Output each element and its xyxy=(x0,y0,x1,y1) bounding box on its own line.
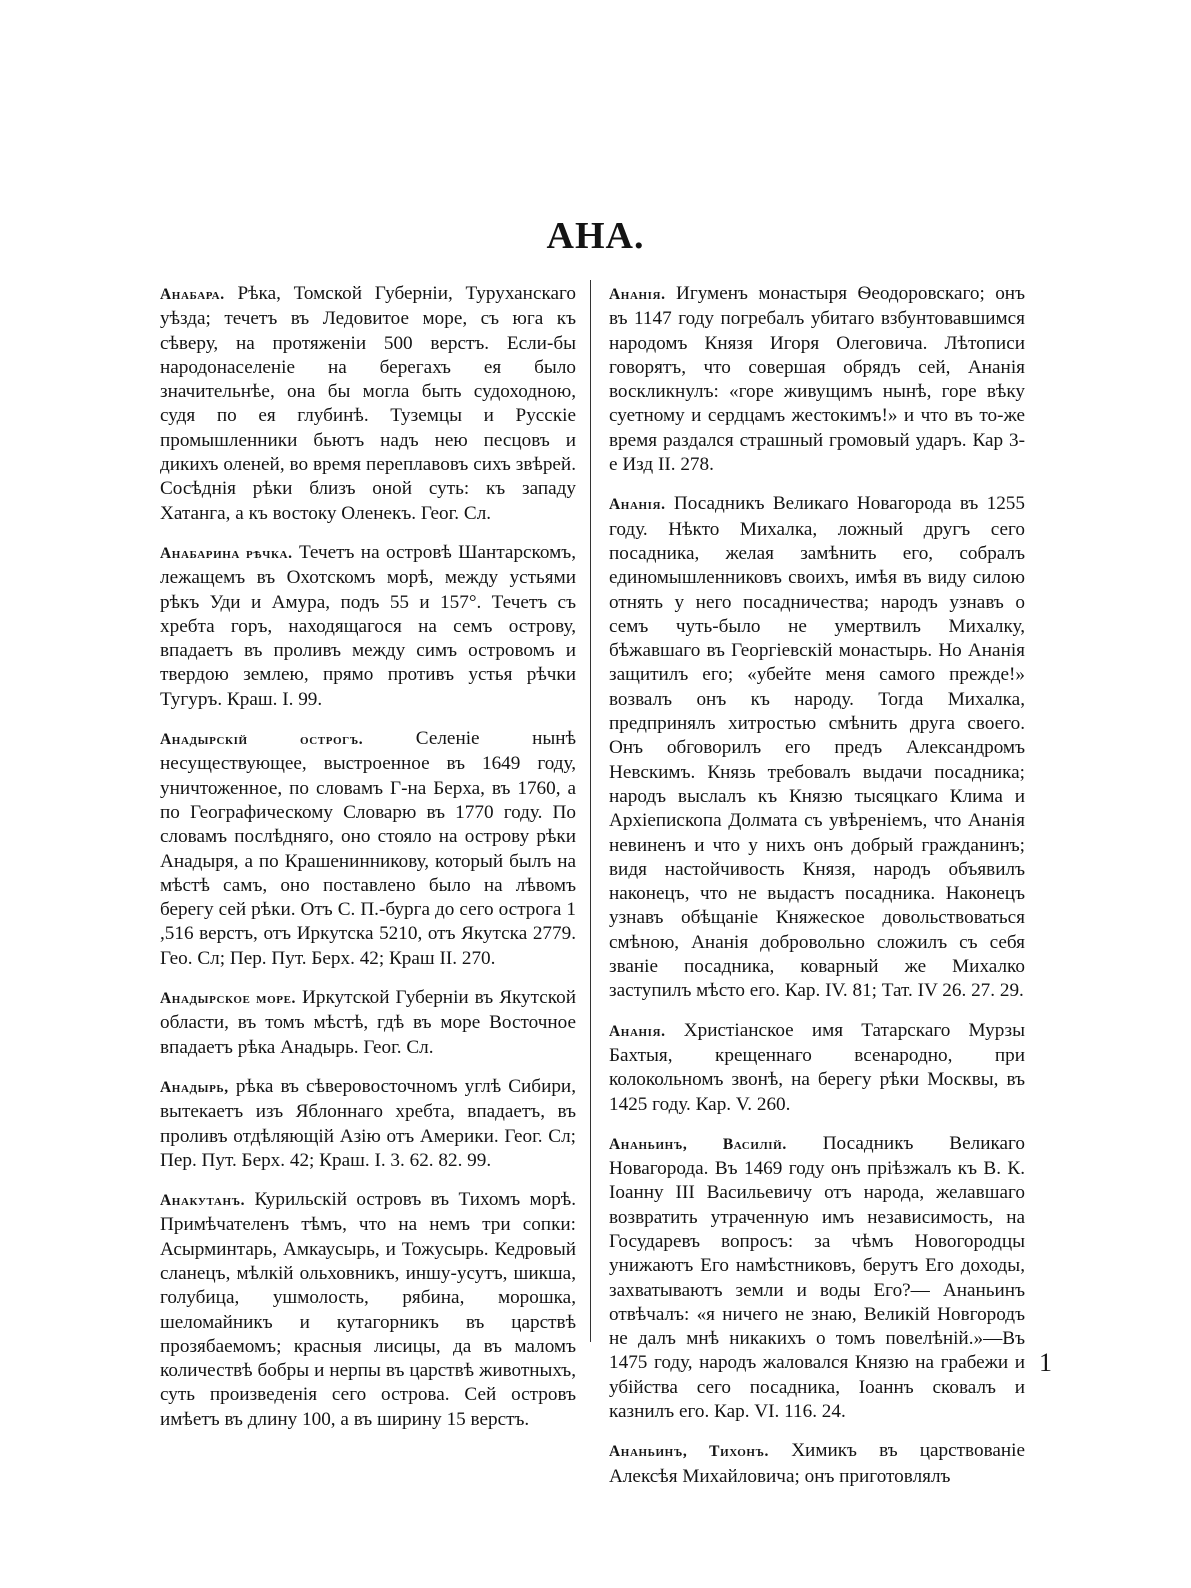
entry-text: Химикъ въ царствованіе Алексѣя Михайловича; онъ приготовлялъ xyxy=(609,1440,1026,1487)
entry-text: Течетъ на островѣ Шантарскомъ, лежащемъ въ Охотскомъ морѣ, между устьями рѣкъ Уди и Амура, подъ 55 и 157°. Течетъ съ хребта горъ, находящагося на семъ острову, впадаетъ въ проливъ между симъ островомъ и твердою землею, прямо противъ устья рѣчки Тугуръ. Краш. I. 99. xyxy=(160,541,576,710)
dictionary-entry xyxy=(609,1019,1025,1117)
entry-text: Рѣка, Томской Губерніи, Туруханскаго уѣзда; течетъ въ Ледовитое море, съ юга къ сѣверу, на протяженіи 500 верстъ. Если-бы народонаселеніе на берегахъ ея было значительнѣе, она бы могла быть судоходною, судя по ея глубинѣ. Туземцы и Русскіе промышленники бьютъ надъ нею песцовъ и дикихъ оленей, во время переплавовъ сихъ звѣрей. Сосѣднія рѣки близъ оной суть: къ западу Хатанга, а къ востоку Оленекъ. Геог. Сл. xyxy=(160,283,576,524)
entry-text: рѣка въ сѣверовосточномъ углѣ Сибири, вытекаетъ изъ Яблоннаго хребта, впадаетъ, въ проливъ отдѣляющій Азію отъ Америки. Геог. Сл; Пер. Пут. Берх. 42; Краш. I. 3. 62. 82. 99. xyxy=(160,1075,576,1171)
dictionary-entry xyxy=(609,1132,1025,1425)
entry-text: Селеніе нынѣ несуществующее, выстроенное въ 1649 году, уничтоженное, по словамъ Г-на Берха, въ 1760, а по Географическому Словарю въ 1770 году. По словамъ послѣдняго, оно стояло на острову рѣки Анадыря, а по Крашенинникову, который былъ на мѣстѣ самъ, оно поставлено было на лѣвомъ берегу сей рѣки. Отъ С. П.-бурга до сего острога 1 ,516 верстъ, отъ Иркутска 5210, отъ Якутска 2779. Гео. Сл; Пер. Пут. Берх. 42; Краш II. 270. xyxy=(160,728,576,969)
dictionary-entry xyxy=(609,282,1025,477)
page-number: 1 xyxy=(1039,1348,1052,1377)
entry-headword: Ананьинъ, Тихонъ. xyxy=(609,1443,770,1461)
dictionary-entry xyxy=(160,282,576,526)
entry-headword: Анадырь, xyxy=(160,1078,229,1096)
entry-text: Посадникъ Великаго Новагорода въ 1255 году. Нѣкто Михалка, ложный другъ сего посадника, желая замѣнить его, собралъ единомышленниковъ своихъ, имѣя въ виду силою отнять у него посадничества; народъ узнавъ о семъ чуть-было не умертвилъ Михалку, бѣжавшаго въ Георгіевскій монастырь. Но Ананія защитилъ его; «убейте меня самого прежде!» возвалъ онъ къ народу. Тогда Михалка, предпринялъ хитростью смѣнить друга своего. Онъ обговорилъ его предъ Александромъ Невскимъ. Князь требовалъ выдачи посадника; народъ выслалъ къ Князю тысяцкаго Клима и Архіепископа Долмата съ увѣреніемъ, что Ананія невиненъ и что у нихъ онъ добрый гражданинъ; видя настойчивость Князя, народъ объявилъ наконецъ, что не выдастъ посадника. Наконецъ узнавъ обѣщаніе Княжеское довольствоваться смѣною, Ананія добровольно сложилъ съ себя званіе посадника, коварный же Михалко заступилъ мѣсто его. Кар. IV. 81; Тат. IV 26. 27. 29. xyxy=(609,493,1025,1002)
right-column xyxy=(609,282,1025,1504)
entry-text: Христіанское имя Татарскаго Мурзы Бахтыя, крещеннаго всенародно, при колокольномъ звонѣ, на берегу рѣки Москвы, въ 1425 году. Кар. V. 260. xyxy=(609,1019,1025,1115)
entry-headword: Анабарина рѣчка. xyxy=(160,544,293,562)
entry-headword: Анадырское море. xyxy=(160,990,297,1008)
page-header: АНА. xyxy=(546,215,645,257)
dictionary-entry xyxy=(160,986,576,1060)
dictionary-entry xyxy=(160,727,576,971)
entry-headword: Ананьинъ, Василій. xyxy=(609,1135,787,1153)
entry-text: Курильскій островъ въ Тихомъ морѣ. Примѣчателенъ тѣмъ, что на немъ три сопки: Асырминтарь, Амкаусырь, и Тожусырь. Кедровый сланецъ, мѣлкій ольховникъ, иншу-усутъ, шикша, голубица, ушмолость, рябина, морошка, шеломайникъ и кутагорникъ въ царствѣ прозябаемомъ; красныя лисицы, да въ маломъ количествѣ бобры и нерпы въ царствѣ животныхъ, суть произведенія сего острова. Сей островъ имѣетъ въ длину 100, а въ ширину 15 верстъ. xyxy=(160,1189,576,1430)
entry-text: Игуменъ монастыря Ѳеодоровскаго; онъ въ 1147 году погребалъ убитаго взбунтовавшимся народомъ Князя Игоря Олеговича. Лѣтописи говорятъ, что совершая обрядъ сей, Ананія воскликнулъ: «горе живущимъ нынѣ, горе вѣку суетному и сердцамъ жестокимъ!» и что въ то-же время раздался страшный громовый ударъ. Кар 3-е Изд II. 278. xyxy=(609,283,1025,476)
dictionary-entry xyxy=(160,1188,576,1432)
left-column xyxy=(160,282,576,1447)
column-divider xyxy=(590,280,591,1342)
entry-headword: Анакутанъ. xyxy=(160,1192,246,1210)
dictionary-entry xyxy=(609,492,1025,1003)
entry-text: Посадникъ Великаго Новагорода. Въ 1469 году онъ пріѣзжалъ къ В. К. Іоанну III Васильевичу отъ народа, желавшаго возвратить утраченную имъ независимость, на Государевъ вопросъ: за чѣмъ Новогородцы унижаютъ Его намѣстниковъ, берутъ Его доходы, захватываютъ земли и воды Его?— Ананьинъ отвѣчалъ: «я ничего не знаю, Великій Новгородъ не далъ мнѣ никакихъ о томъ повелѣній.»—Въ 1475 году, народъ жаловался Князю на грабежи и убійства сего посадника, Іоаннъ сковалъ и казнилъ его. Кар. VI. 116. 24. xyxy=(609,1132,1025,1423)
entry-text: Иркутской Губерніи въ Якутской области, въ томъ мѣстѣ, гдѣ въ море Восточное впадаетъ рѣка Анадырь. Геог. Сл. xyxy=(160,987,576,1058)
entry-headword: Ананія. xyxy=(609,286,666,303)
entry-headword: Ананія. xyxy=(609,496,666,514)
entry-headword: Анадырскій острогъ. xyxy=(160,731,364,749)
entry-headword: Ананія. xyxy=(609,1022,666,1040)
dictionary-entry xyxy=(160,541,576,712)
entry-headword: Анабара. xyxy=(160,286,225,303)
dictionary-entry xyxy=(160,1075,576,1173)
dictionary-entry xyxy=(609,1439,1025,1489)
